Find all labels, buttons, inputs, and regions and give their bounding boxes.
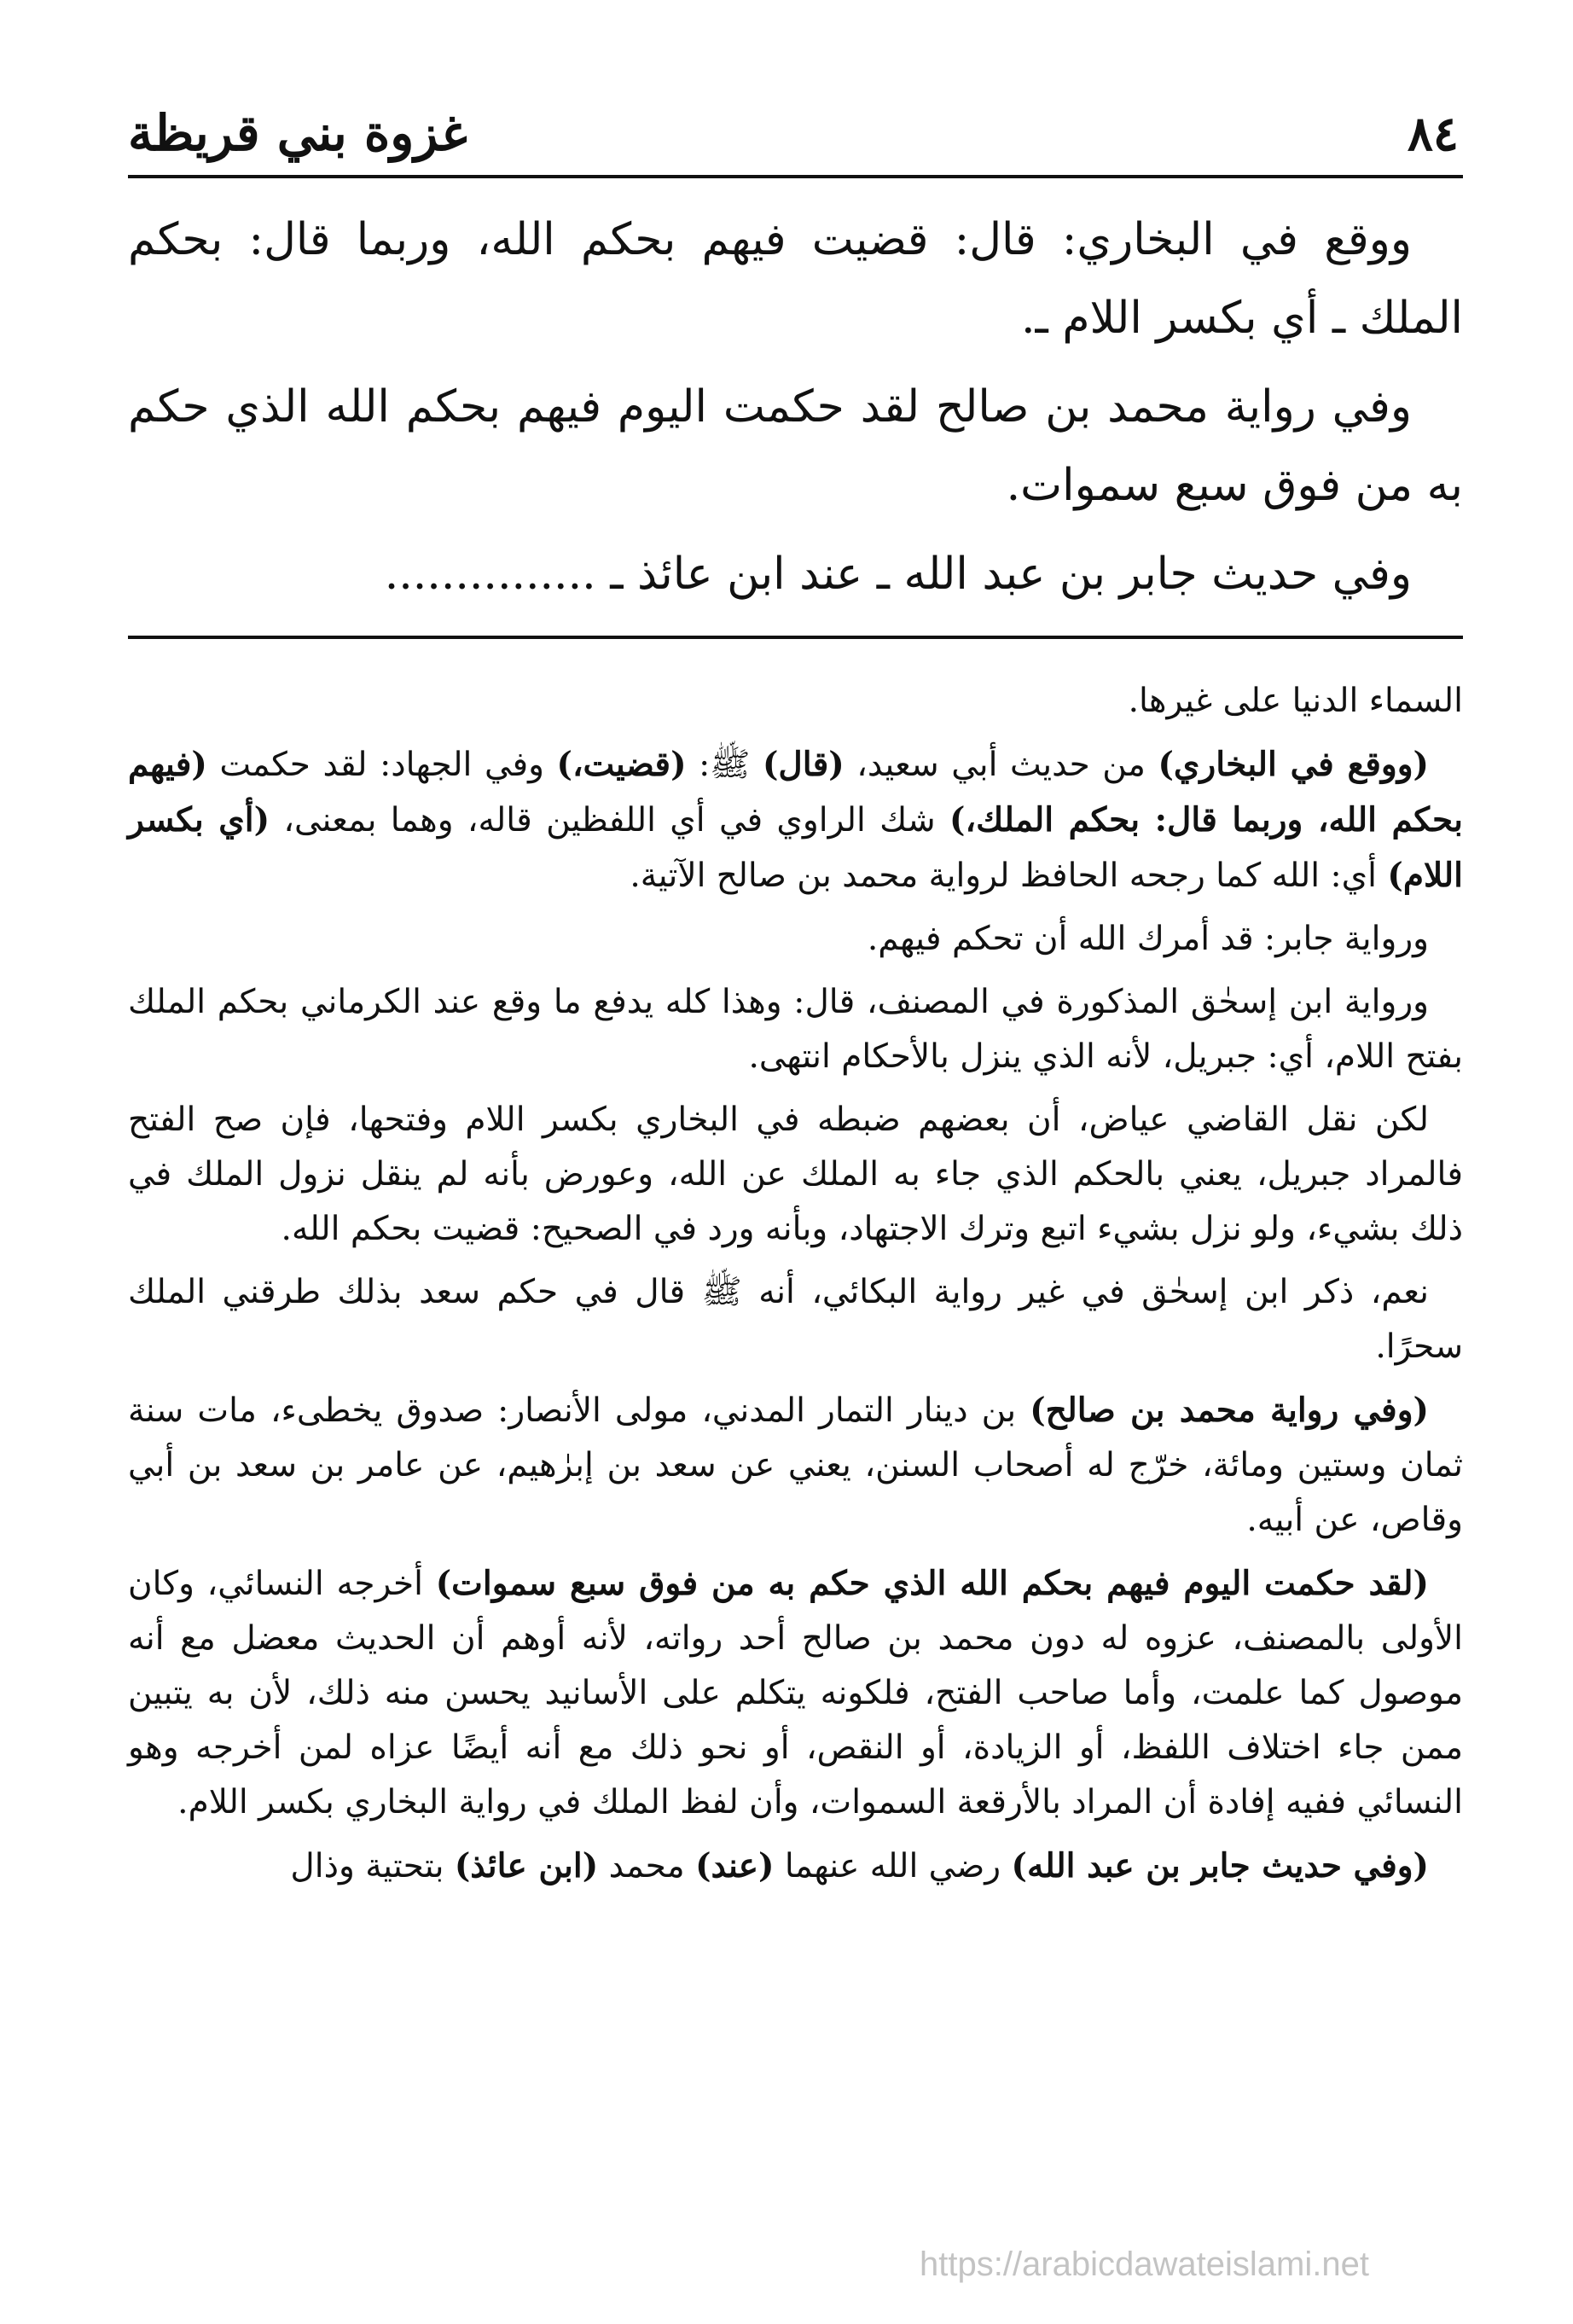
commentary-paragraph-7 [128,1556,1463,1830]
commentary-text-run: محمد [598,1847,696,1885]
quoted-phrase: (أي بكسر اللام) [128,800,1463,895]
quoted-phrase: (ابن عائذ) [454,1846,599,1885]
commentary-text-run: أخرجه النسائي، وكان الأولى بالمصنف، عزوه له دون محمد بن صالح أحد رواته، لأنه أوهم أن الحديث معضل مع أنه موصول كما علمت، وأما صاحب الفتح، فلكونه يتكلم على الأسانيد يحسن منه ذلك، لأن به يتبين ممن جاء اختلاف اللفظ، أو الزيادة، أو النقص، أو نحو ذلك مع أنه أيضًا عزاه لمن أخرجه وهو النسائي ففيه إفادة أن المراد بالأرقعة السموات، وأن لفظ الملك في رواية البخاري بكسر اللام. [128,1565,1463,1821]
quoted-phrase: (ووقع في البخاري) [1158,745,1429,784]
commentary-text-run: ﷺ: [686,746,763,784]
running-title: غزوة بني قريظة [128,104,467,162]
commentary-text-run: شك الراوي في أي اللفظين قاله، وهما بمعنى، [270,801,950,840]
commentary-paragraph-2: ورواية جابر: قد أمرك الله أن تحكم فيهم. [867,920,1429,958]
header-rule [128,175,1463,178]
quoted-phrase: (عند) [695,1846,775,1885]
quoted-phrase: (قضيت،) [556,745,687,784]
commentary-paragraph-3: ورواية ابن إسحٰق المذكورة في المصنف، قال: وهذا كله يدفع ما وقع عند الكرماني بحكم الملك بفتح اللام، أي: جبريل، لأنه الذي ينزل بالأحكام انتهى. [128,983,1463,1076]
commentary-text-run: رضي الله عنهما [774,1847,1012,1885]
section-divider [128,636,1463,639]
quoted-phrase: (قال) [762,745,845,784]
source-watermark: https://arabicdawateislami.net [920,2246,1369,2283]
quoted-phrase: (وفي حديث جابر بن عبد الله) [1011,1846,1429,1885]
quoted-phrase: (فيهم بحكم الله، وربما قال: بحكم الملك،) [128,745,1464,840]
commentary-text-run: بتحتية وذال [290,1847,455,1885]
quoted-phrase: (وفي رواية محمد بن صالح) [1030,1391,1429,1430]
page-number: ٨٤ [1407,106,1459,162]
matn-ellipsis: ............... [384,549,596,600]
commentary-paragraph-5: نعم، ذكر ابن إسحٰق في غير رواية البكائي، أنه ﷺ قال في حكم سعد بذلك طرقني الملك سحرًا. [128,1273,1463,1366]
matn-text [128,200,1463,624]
page-header [128,94,1459,162]
commentary-paragraph-0: السماء الدنيا على غيرها. [1128,682,1463,720]
quoted-phrase: (لقد حكمت اليوم فيهم بحكم الله الذي حكم به من فوق سبع سموات) [435,1564,1429,1603]
commentary-text-run: أي: الله كما رجحه الحافظ لرواية محمد بن صالح الآتية. [630,857,1388,895]
matn-paragraph-3-text: وفي حديث جابر بن عبد الله ـ عند ابن عائذ ـ [610,549,1412,600]
commentary-paragraph-6 [128,1383,1463,1548]
commentary-paragraph-1 [128,737,1463,903]
commentary-paragraph-4: لكن نقل القاضي عياض، أن بعضهم ضبطه في البخاري بكسر اللام وفتحها، فإن صح الفتح فالمراد جبريل، يعني بالحكم الذي جاء به الملك عن الله، وعورض بأنه لم ينقل نزول الملك في ذلك بشيء، ولو نزل بشيء اتبع وترك الاجتهاد، وبأنه ورد في الصحيح: قضيت بحكم الله. [128,1101,1463,1248]
matn-paragraph-3 [128,535,1463,613]
commentary-text-run: بن دينار التمار المدني، مولى الأنصار: صدوق يخطىء، مات سنة ثمان وستين ومائة، خرّج له أصحاب السنن، يعني عن سعد بن إبرٰهيم، عن عامر بن سعد بن أبي وقاص، عن أبيه. [128,1391,1463,1539]
commentary-paragraph-8 [128,1839,1463,1894]
commentary-text-run: من حديث أبي سعيد، [844,746,1158,784]
matn-paragraph-2: وفي رواية محمد بن صالح لقد حكمت اليوم فيهم بحكم الله الذي حكم به من فوق سبع سموات. [128,381,1463,511]
commentary-text-run: وفي الجهاد: لقد حكمت [206,746,557,784]
matn-paragraph-1: ووقع في البخاري: قال: قضيت فيهم بحكم الله، وربما قال: بحكم الملك ـ أي بكسر اللام ـ. [128,214,1463,344]
commentary-text [128,674,1463,1903]
